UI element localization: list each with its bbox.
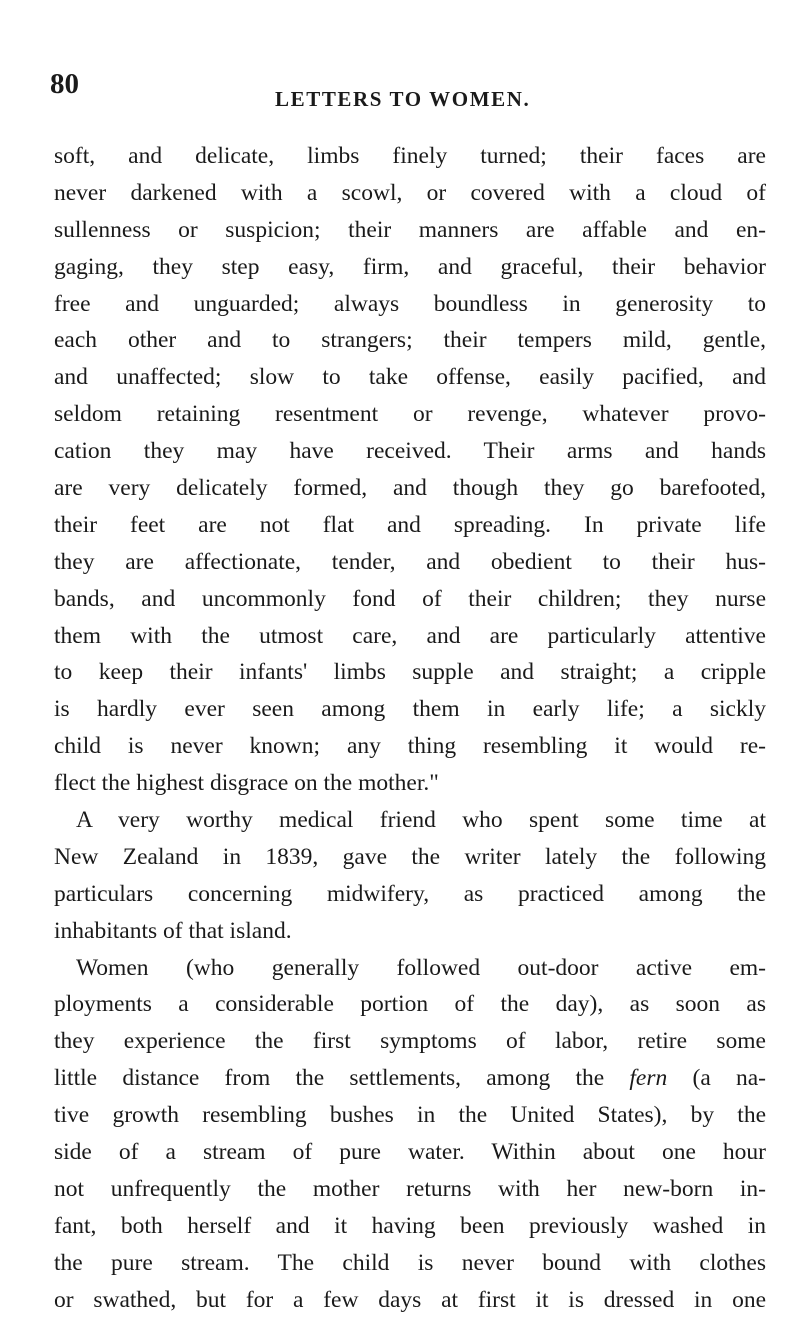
text-line: their feet are not flat and spreading. In private life xyxy=(54,511,766,538)
body-text xyxy=(54,138,766,1319)
text-line: A very worthy medical friend who spent some time at xyxy=(76,807,766,834)
text-line: bands, and uncommonly fond of their children; they nurse xyxy=(54,585,766,612)
text-line: to keep their infants' limbs supple and straight; a cripple xyxy=(54,659,766,686)
page-number: 80 xyxy=(50,68,79,100)
text-line: flect the highest disgrace on the mother." xyxy=(54,770,439,797)
text-line: ployments a considerable portion of the day), as soon as xyxy=(54,991,766,1018)
text-line: never darkened with a scowl, or covered with a cloud of xyxy=(54,179,766,206)
text-line: soft, and delicate, limbs finely turned; their faces are xyxy=(54,143,766,169)
text-line: cation they may have received. Their arms and hands xyxy=(54,438,766,465)
text-line: is hardly ever seen among them in early life; a sickly xyxy=(54,696,766,723)
text-line: child is never known; any thing resembling it would re- xyxy=(54,733,766,760)
text-line: New Zealand in 1839, gave the writer lately the following xyxy=(54,843,766,870)
text-line: the pure stream. The child is never bound with clothes xyxy=(54,1249,766,1276)
text-line: gaging, they step easy, firm, and graceful, their behavior xyxy=(54,253,766,280)
text-line: they experience the first symptoms of labor, retire some xyxy=(54,1028,766,1055)
text-line: Women (who generally followed out-door active em- xyxy=(76,954,766,981)
text-line: or swathed, but for a few days at first it is dressed in one xyxy=(54,1286,766,1313)
text-line: particulars concerning midwifery, as practiced among the xyxy=(54,880,766,907)
text-line: and unaffected; slow to take offense, easily pacified, and xyxy=(54,364,766,391)
text-line: free and unguarded; always boundless in generosity to xyxy=(54,290,766,317)
text-line: each other and to strangers; their tempers mild, gentle, xyxy=(54,327,766,354)
text-line: little distance from the settlements, among the fern (a na- xyxy=(54,1065,767,1092)
italic-word: fern xyxy=(629,1065,668,1092)
running-head: LETTERS TO WOMEN. xyxy=(275,87,531,111)
text-line: fant, both herself and it having been previously washed in xyxy=(54,1212,766,1239)
text-line: inhabitants of that island. xyxy=(54,917,292,944)
text-line: tive growth resembling bushes in the United States), by the xyxy=(54,1102,766,1129)
text-line: seldom retaining resentment or revenge, whatever provo- xyxy=(54,401,766,428)
text-line: not unfrequently the mother returns with her new-born in- xyxy=(54,1175,766,1202)
text-line: they are affectionate, tender, and obedient to their hus- xyxy=(54,548,766,575)
text-line: them with the utmost care, and are particularly attentive xyxy=(54,622,766,649)
text-line: side of a stream of pure water. Within about one hour xyxy=(54,1139,766,1166)
text-line: sullenness or suspicion; their manners are affable and en- xyxy=(54,216,766,243)
text-line: are very delicately formed, and though they go barefooted, xyxy=(54,475,766,502)
